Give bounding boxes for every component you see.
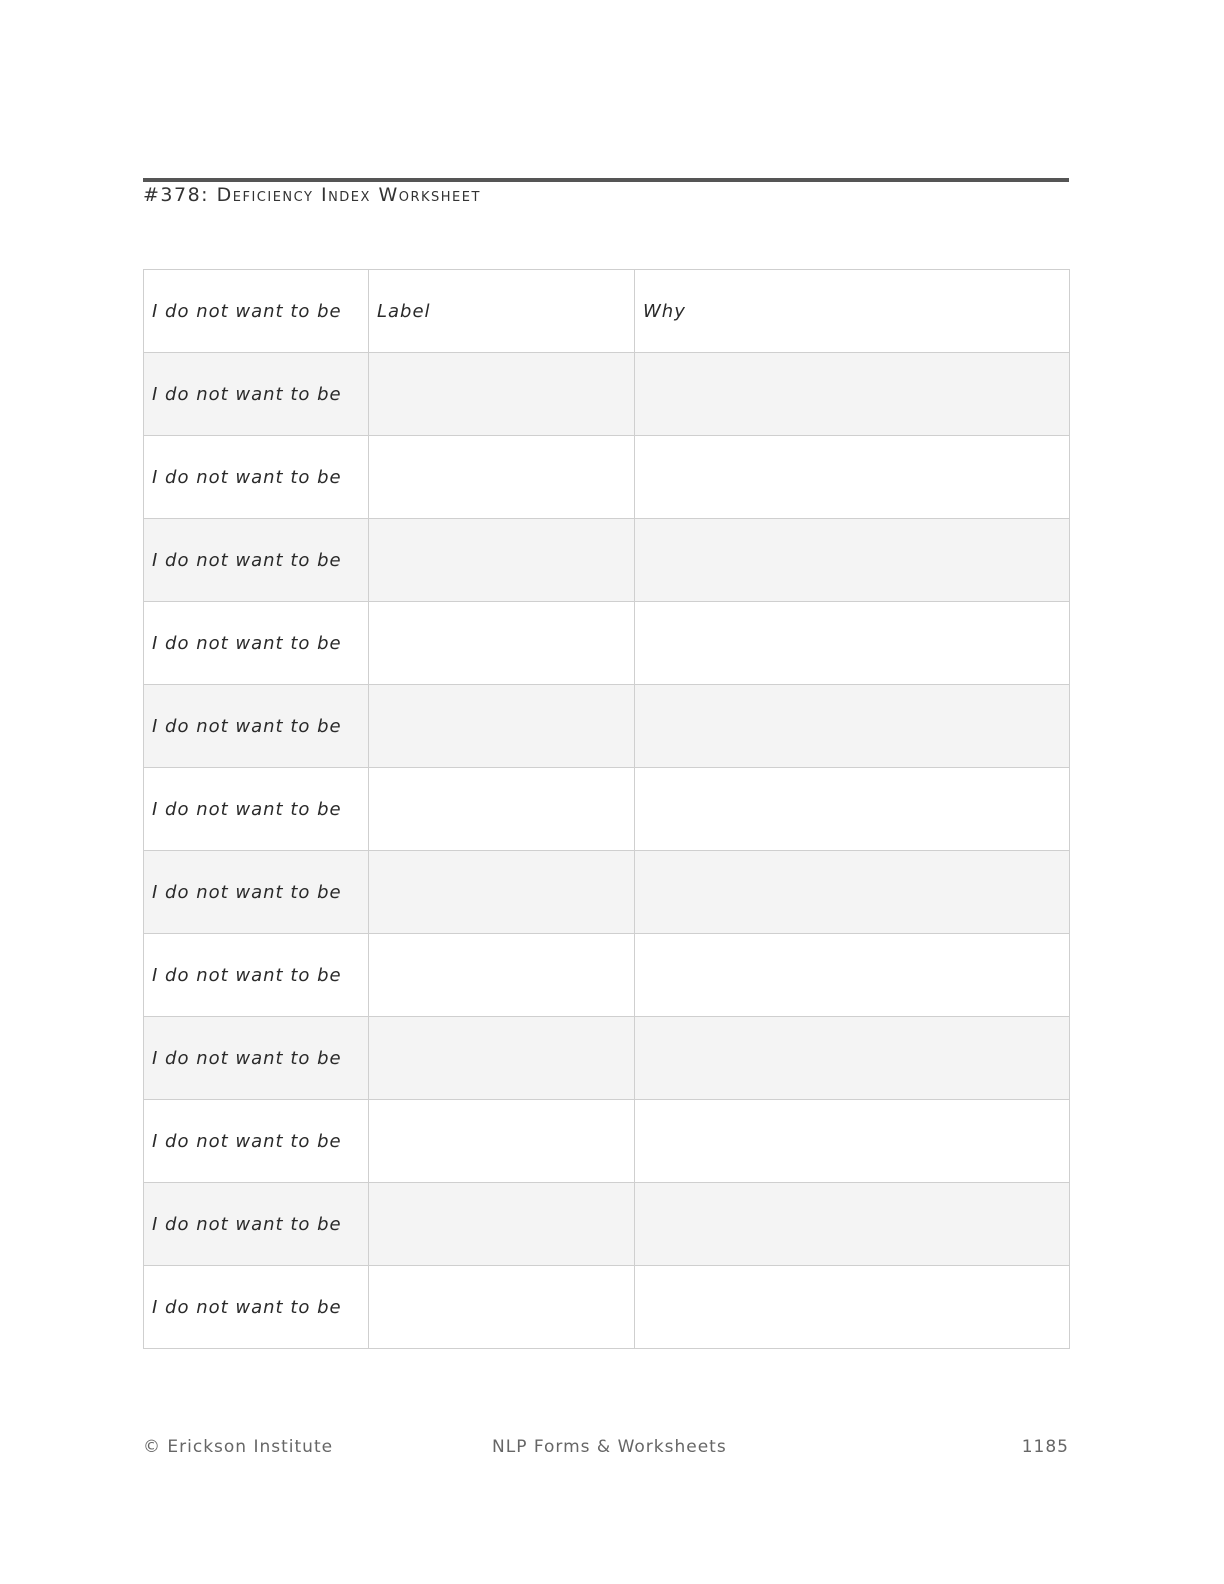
why-cell[interactable] (635, 934, 1070, 1017)
label-cell[interactable] (369, 602, 635, 685)
label-cell[interactable] (369, 934, 635, 1017)
footer-book-title: NLP Forms & Worksheets (492, 1437, 727, 1457)
why-cell[interactable] (635, 685, 1070, 768)
table-row (144, 519, 1070, 602)
prompt-cell: I do not want to be (144, 436, 369, 519)
label-cell[interactable] (369, 1100, 635, 1183)
why-cell[interactable] (635, 1266, 1070, 1349)
header-cell-why: Why (635, 270, 1070, 353)
table-row (144, 1100, 1070, 1183)
prompt-cell: I do not want to be (144, 1183, 369, 1266)
table-row (144, 353, 1070, 436)
label-cell[interactable] (369, 1266, 635, 1349)
prompt-cell: I do not want to be (144, 851, 369, 934)
page-title: #378: Deficiency Index Worksheet (143, 184, 481, 206)
table-row (144, 1017, 1070, 1100)
label-cell[interactable] (369, 851, 635, 934)
header-rule (143, 178, 1069, 182)
why-cell[interactable] (635, 436, 1070, 519)
why-cell[interactable] (635, 519, 1070, 602)
why-cell[interactable] (635, 768, 1070, 851)
why-cell[interactable] (635, 1183, 1070, 1266)
footer-page-number: 1185 (1021, 1437, 1069, 1457)
why-cell[interactable] (635, 602, 1070, 685)
prompt-cell: I do not want to be (144, 602, 369, 685)
label-cell[interactable] (369, 1017, 635, 1100)
table-row (144, 934, 1070, 1017)
prompt-cell: I do not want to be (144, 1017, 369, 1100)
table-row (144, 1266, 1070, 1349)
label-cell[interactable] (369, 519, 635, 602)
prompt-cell: I do not want to be (144, 353, 369, 436)
prompt-cell: I do not want to be (144, 519, 369, 602)
prompt-cell: I do not want to be (144, 934, 369, 1017)
table-row (144, 1183, 1070, 1266)
table-row (144, 851, 1070, 934)
label-cell[interactable] (369, 353, 635, 436)
label-cell[interactable] (369, 768, 635, 851)
footer-copyright: © Erickson Institute (143, 1437, 334, 1457)
prompt-cell: I do not want to be (144, 685, 369, 768)
header-cell-i-do-not-want-to-be: I do not want to be (144, 270, 369, 353)
table-row (144, 768, 1070, 851)
table-row (144, 685, 1070, 768)
prompt-cell: I do not want to be (144, 1266, 369, 1349)
label-cell[interactable] (369, 1183, 635, 1266)
why-cell[interactable] (635, 1100, 1070, 1183)
why-cell[interactable] (635, 1017, 1070, 1100)
label-cell[interactable] (369, 685, 635, 768)
prompt-cell: I do not want to be (144, 768, 369, 851)
header-cell-label: Label (369, 270, 635, 353)
table-header-row (144, 270, 1070, 353)
label-cell[interactable] (369, 436, 635, 519)
table-row (144, 436, 1070, 519)
prompt-cell: I do not want to be (144, 1100, 369, 1183)
why-cell[interactable] (635, 851, 1070, 934)
table-row (144, 602, 1070, 685)
worksheet-table (143, 269, 1070, 1349)
why-cell[interactable] (635, 353, 1070, 436)
